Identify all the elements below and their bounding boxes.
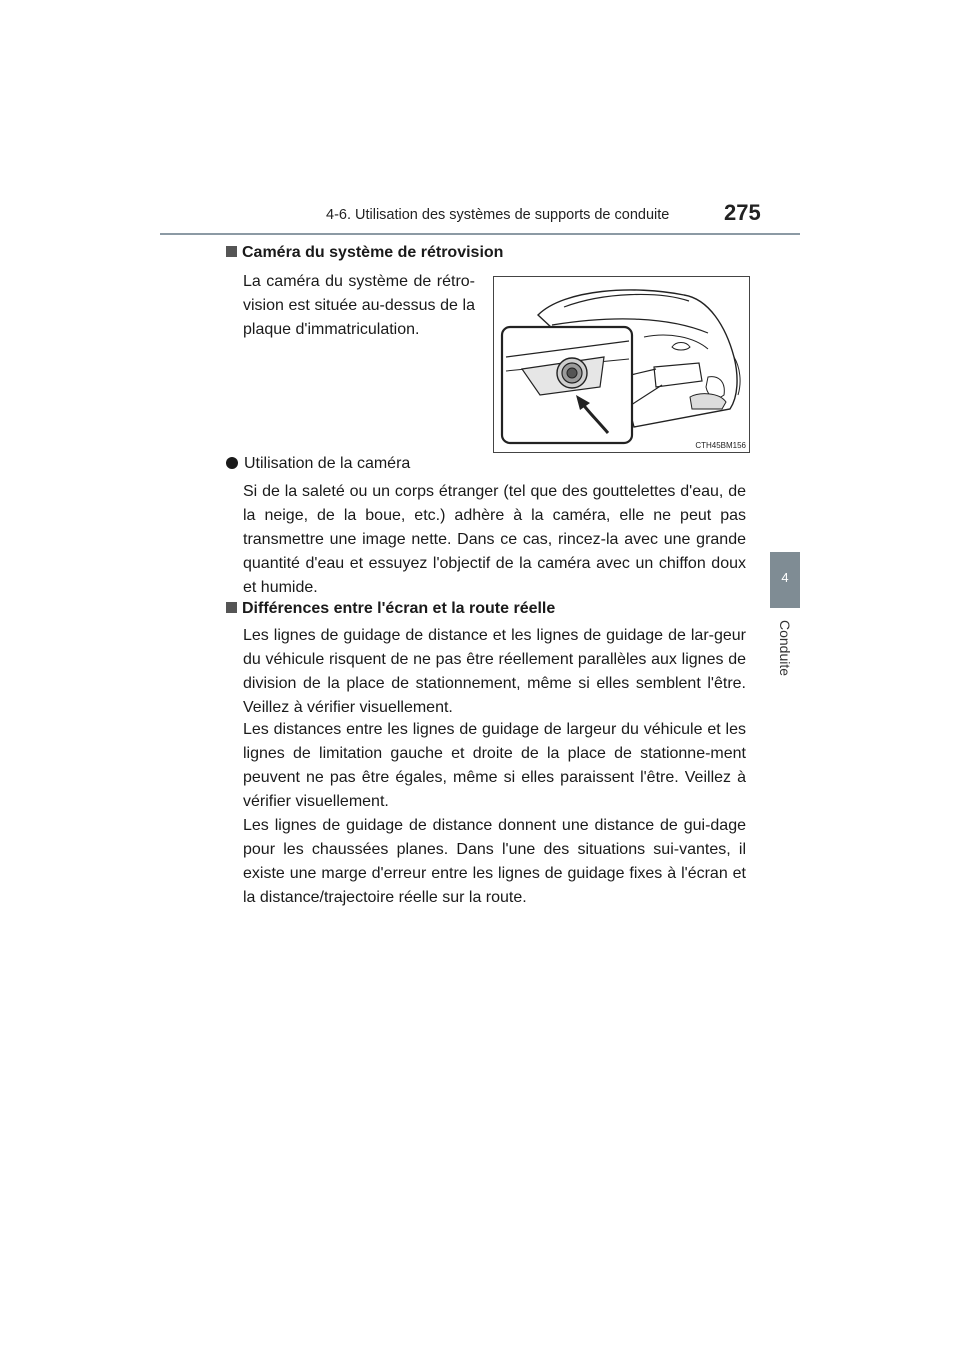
differences-paragraph-1: Les lignes de guidage de distance et les lignes de guidage de lar-geur du véhicule risquent de ne pas être réellement parallèles aux lignes de division de la place de stationnement, même si elles semblent l'être. Veillez à vérifier visuellement. bbox=[243, 627, 746, 716]
heading-camera-text: Caméra du système de rétrovision bbox=[242, 244, 504, 261]
camera-description: La caméra du système de rétro-vision est située au-dessus de la plaque d'immatriculation. bbox=[243, 273, 475, 338]
chapter-number: 4 bbox=[781, 570, 789, 585]
square-bullet-icon bbox=[226, 602, 237, 613]
chapter-tab[interactable] bbox=[770, 552, 800, 608]
car-rear-camera-icon bbox=[494, 277, 751, 454]
usage-paragraph: Si de la saleté ou un corps étranger (tel que des gouttelettes d'eau, de la neige, de la boue, etc.) adhère à la caméra, elle ne peut pas transmettre une image nette. Dans ce cas, rincez-la avec une grande quantité d'eau et essuyez l'objectif de la caméra avec un chiffon doux et humide. bbox=[243, 483, 746, 596]
square-bullet-icon bbox=[226, 246, 237, 257]
bullet-usage bbox=[226, 455, 410, 473]
differences-paragraph-3: Les lignes de guidage de distance donnent une distance de gui-dage pour les chaussées planes. Dans l'une des situations sui-vantes, il existe une marge d'erreur entre les lignes de guidage fixes à l'écran et la distance/trajectoire réelle sur la route. bbox=[243, 817, 746, 906]
section-title: 4-6. Utilisation des systèmes de supports de conduite bbox=[326, 207, 670, 223]
differences-paragraph-2: Les distances entre les lignes de guidage de largeur du véhicule et les lignes de limitation gauche et droite de la place de stationne-ment peuvent ne pas être égales, même si elles paraissent l'être. Veillez à vérifier visuellement. bbox=[243, 721, 746, 810]
page-number: 275 bbox=[724, 200, 761, 225]
bullet-dot-icon bbox=[226, 457, 238, 469]
figure-code: CTH45BM156 bbox=[695, 441, 746, 450]
rear-camera-illustration bbox=[493, 276, 750, 453]
header-divider bbox=[160, 233, 800, 235]
bullet-usage-text: Utilisation de la caméra bbox=[244, 455, 411, 472]
heading-differences bbox=[226, 600, 555, 618]
heading-camera bbox=[226, 244, 503, 262]
heading-differences-text: Différences entre l'écran et la route réelle bbox=[242, 600, 556, 617]
chapter-label: Conduite bbox=[777, 619, 793, 677]
